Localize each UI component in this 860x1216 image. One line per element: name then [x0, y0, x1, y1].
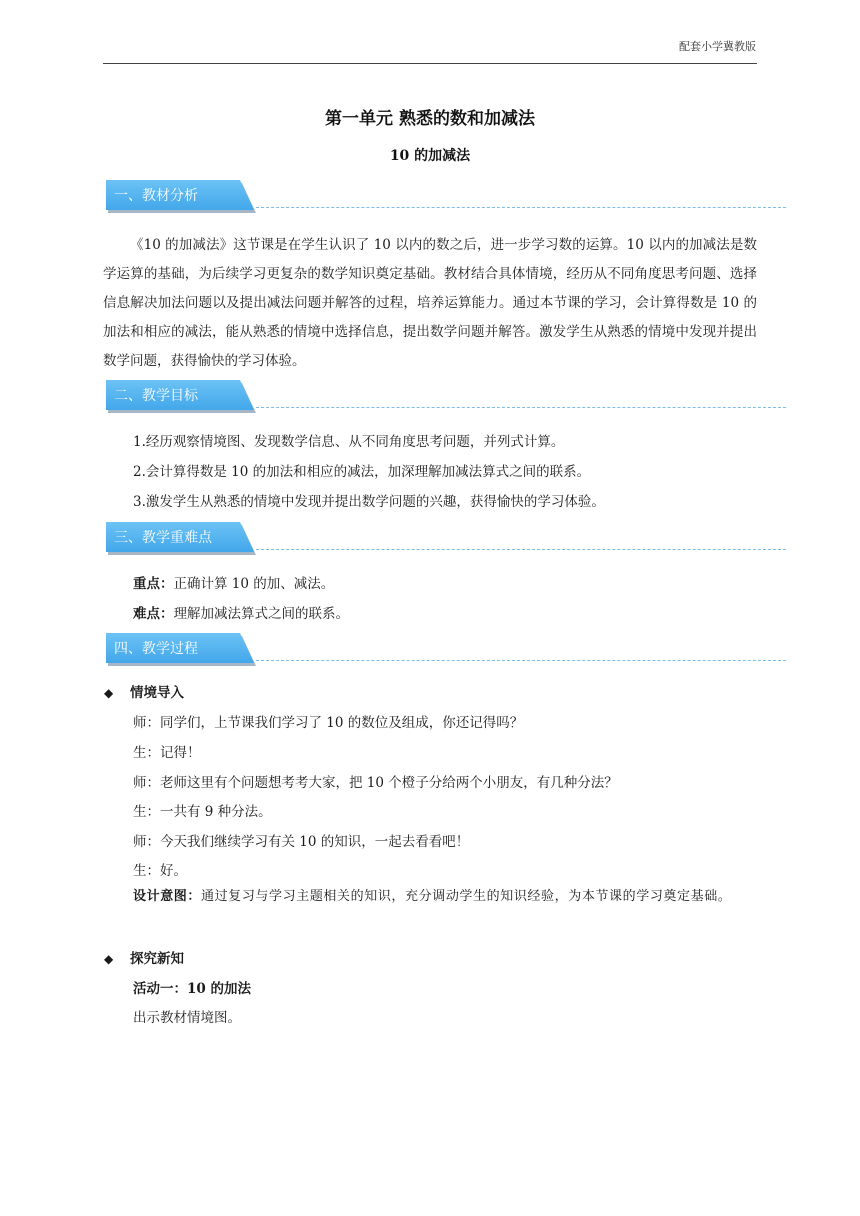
section-label: 四、教学过程	[114, 641, 198, 657]
section-header-analysis	[106, 180, 786, 216]
header-divider	[103, 63, 757, 64]
dialog-line: 师：同学们，上节课我们学习了 10 的数位及组成，你还记得吗？	[133, 715, 524, 731]
section-dashed-rule	[256, 660, 786, 661]
goal-item: 1.经历观察情境图、发现数学信息、从不同角度思考问题，并列式计算。	[133, 434, 565, 450]
design-intent-label: 设计意图：	[133, 889, 202, 904]
bullet-heading-explore	[104, 947, 184, 967]
analysis-paragraph: 《10 的加减法》这节课是在学生认识了 10 以内的数之后，进一步学习数的运算。10 以内的加减法是数学运算的基础，为后续学习更复杂的数学知识奠定基础。教材结合具体情境，经历从不同角度思考问题、选择信息解决加法问题以及提出减法问题并解答的过程，培养运算能力。通过本节课的学习，会计算得数是 10 的加法和相应的减法，能从熟悉的情境中选择信息，提出数学问题并解答。激发学生从熟悉的情境中发现并提出数学问题，获得愉快的学习体验。	[103, 237, 757, 369]
page-subtitle: 10 的加减法	[389, 148, 471, 164]
goal-item: 2.会计算得数是 10 的加法和相应的减法，加深理解加减法算式之间的联系。	[133, 464, 591, 480]
dialog-line: 师：今天我们继续学习有关 10 的知识，一起去看看吧！	[133, 834, 470, 850]
activity-title: 活动一：10 的加法	[133, 981, 251, 997]
section-header-goals	[106, 380, 786, 416]
difficulty-text: 理解加减法算式之间的联系。	[173, 606, 349, 622]
section-label: 二、教学目标	[114, 388, 198, 404]
bullet-heading-text: 情境导入	[130, 685, 184, 701]
section-dashed-rule	[256, 207, 786, 208]
page-title: 第一单元 熟悉的数和加减法	[325, 109, 535, 129]
focus-text: 正确计算 10 的加、减法。	[173, 576, 335, 592]
diamond-bullet-icon: ◆	[104, 686, 114, 700]
difficulty-line	[133, 602, 349, 622]
difficulty-label: 难点：	[133, 606, 174, 622]
dialog-line: 生：一共有 9 种分法。	[133, 804, 272, 820]
activity-text: 出示教材情境图。	[133, 1010, 241, 1026]
dialog-line: 生：好。	[133, 863, 187, 879]
header-edition-tag: 配套小学冀教版	[679, 40, 756, 53]
dialog-line: 师：老师这里有个问题想考考大家，把 10 个橙子分给两个小朋友，有几种分法？	[133, 775, 618, 791]
bullet-heading-intro	[104, 681, 184, 701]
section-label: 一、教材分析	[114, 188, 198, 204]
bullet-heading-text: 探究新知	[130, 951, 184, 967]
goal-item: 3.激发学生从熟悉的情境中发现并提出数学问题的兴趣，获得愉快的学习体验。	[133, 494, 605, 510]
focus-label: 重点：	[133, 576, 174, 592]
section-header-process	[106, 633, 786, 669]
design-intent	[103, 882, 757, 911]
section-dashed-rule	[256, 407, 786, 408]
section-dashed-rule	[256, 549, 786, 550]
design-intent-text: 通过复习与学习主题相关的知识，充分调动学生的知识经验，为本节课的学习奠定基础。	[201, 889, 732, 904]
section-label: 三、教学重难点	[114, 530, 212, 546]
diamond-bullet-icon: ◆	[104, 952, 114, 966]
focus-line	[133, 572, 334, 592]
section-header-keypoints	[106, 522, 786, 558]
dialog-line: 生：记得！	[133, 745, 201, 761]
